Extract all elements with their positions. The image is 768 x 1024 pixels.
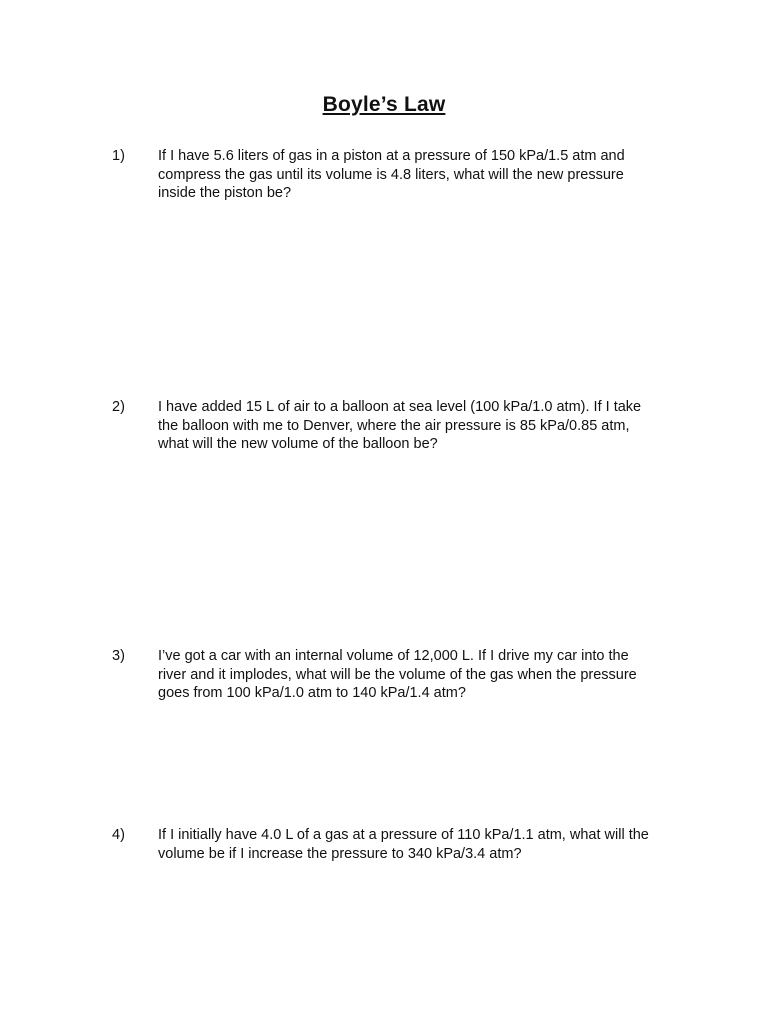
- question-text: If I initially have 4.0 L of a gas at a pressure of 110 kPa/1.1 atm, what will the volume be if I increase the pressure to 340 kPa/3.4 atm?: [158, 827, 649, 862]
- question-number: 4): [112, 827, 125, 843]
- question-text: I have added 15 L of air to a balloon at sea level (100 kPa/1.0 atm). If I take the balloon with me to Denver, where the air pressure is 85 kPa/0.85 atm, what will the new volume of the balloon be?: [158, 399, 642, 452]
- question-text: If I have 5.6 liters of gas in a piston at a pressure of 150 kPa/1.5 atm and compress the gas until its volume is 4.8 liters, what will the new pressure inside the piston be?: [158, 148, 625, 201]
- question-number: 2): [112, 399, 125, 415]
- worksheet-title: Boyle’s Law: [322, 93, 446, 116]
- question-number: 1): [112, 148, 125, 164]
- question-text: I’ve got a car with an internal volume of 12,000 L. If I drive my car into the river and it implodes, what will be the volume of the gas when the pressure goes from 100 kPa/1.0 atm to 140 kPa/1.4 atm?: [158, 648, 637, 701]
- question-number: 3): [112, 648, 125, 664]
